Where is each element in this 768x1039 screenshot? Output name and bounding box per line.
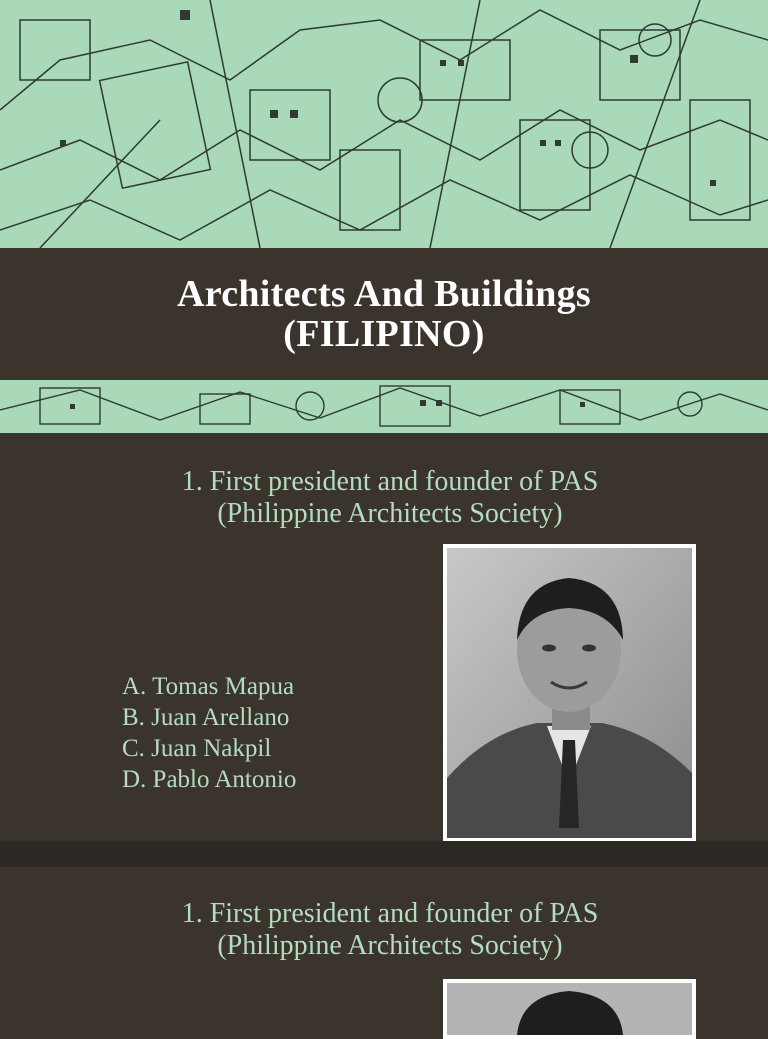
- question-text: [0, 898, 768, 962]
- question-slide: [0, 433, 768, 841]
- answer-options: [122, 671, 296, 795]
- option-b: B. Juan Arellano: [122, 704, 290, 731]
- question-slide: [0, 867, 768, 1024]
- architectural-sketch-banner: [0, 0, 768, 248]
- page-title: Architects And Buildings: [176, 273, 592, 315]
- question-line: 1. First president and founder of PAS: [181, 898, 599, 929]
- option-d: D. Pablo Antonio: [122, 766, 297, 793]
- architect-portrait: [443, 544, 696, 842]
- page-subtitle: (FILIPINO): [283, 313, 485, 355]
- slide-divider: [0, 841, 768, 867]
- option-a: A. Tomas Mapua: [122, 673, 295, 700]
- architect-portrait: [443, 979, 696, 1039]
- title-band: [0, 248, 768, 380]
- question-line: (Philippine Architects Society): [217, 498, 563, 529]
- question-line: 1. First president and founder of PAS: [181, 466, 599, 497]
- question-line: (Philippine Architects Society): [217, 930, 563, 961]
- architectural-sketch-strip: [0, 380, 768, 433]
- option-c: C. Juan Nakpil: [122, 735, 272, 762]
- question-text: [0, 466, 768, 530]
